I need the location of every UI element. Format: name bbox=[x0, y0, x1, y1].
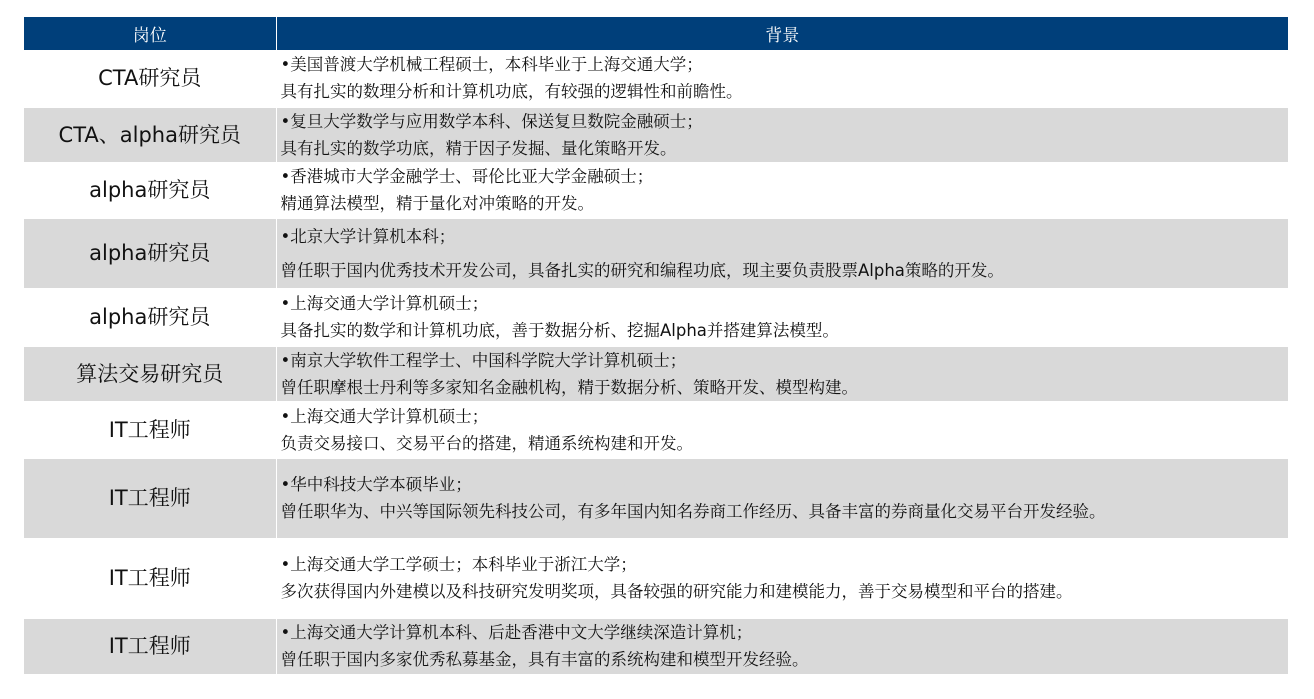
column-header-role: 岗位 bbox=[24, 17, 276, 50]
table-row bbox=[24, 538, 1288, 618]
role-cell: IT工程师 bbox=[24, 401, 276, 458]
background-line: •复旦大学数学与应用数学本科、保送复旦数院金融硕士； bbox=[280, 111, 703, 131]
background-line: •南京大学软件工程学士、中国科学院大学计算机硕士； bbox=[280, 350, 687, 370]
role-cell: IT工程师 bbox=[24, 618, 276, 674]
background-cell bbox=[276, 50, 1288, 107]
background-cell bbox=[276, 288, 1288, 346]
background-line: 具有扎实的数学功底，精于因子发掘、量化策略开发。 bbox=[280, 138, 677, 158]
background-line: 负责交易接口、交易平台的搭建，精通系统构建和开发。 bbox=[280, 433, 693, 453]
role-cell: 算法交易研究员 bbox=[24, 346, 276, 401]
role-cell: alpha研究员 bbox=[24, 218, 276, 288]
background-cell bbox=[276, 162, 1288, 218]
background-cell bbox=[276, 107, 1288, 162]
table-row bbox=[24, 618, 1288, 674]
background-line: •上海交通大学工学硕士；本科毕业于浙江大学； bbox=[280, 555, 637, 574]
table-row bbox=[24, 50, 1288, 107]
background-line: •上海交通大学计算机硕士； bbox=[280, 294, 489, 313]
background-cell bbox=[276, 401, 1288, 458]
background-cell bbox=[276, 458, 1288, 538]
table-header-row bbox=[24, 17, 1288, 50]
background-cell bbox=[276, 618, 1288, 674]
staff-table bbox=[24, 17, 1288, 675]
role-cell: CTA研究员 bbox=[24, 50, 276, 107]
background-line: 多次获得国内外建模以及科技研究发明奖项，具备较强的研究能力和建模能力，善于交易模型和平台的搭建。 bbox=[280, 582, 1073, 601]
table-row bbox=[24, 107, 1288, 162]
background-line: 曾任职于国内多家优秀私募基金，具有丰富的系统构建和模型开发经验。 bbox=[280, 650, 809, 669]
background-line: •美国普渡大学机械工程硕士，本科毕业于上海交通大学； bbox=[280, 55, 703, 75]
table-row bbox=[24, 288, 1288, 346]
background-cell bbox=[276, 218, 1288, 288]
role-cell: IT工程师 bbox=[24, 538, 276, 618]
background-line: 精通算法模型，精于量化对冲策略的开发。 bbox=[280, 194, 594, 213]
background-line: •上海交通大学计算机硕士； bbox=[280, 406, 489, 426]
table-row bbox=[24, 346, 1288, 401]
table-row bbox=[24, 458, 1288, 538]
background-line: 具有扎实的数理分析和计算机功底，有较强的逻辑性和前瞻性。 bbox=[280, 82, 743, 102]
background-line: 曾任职于国内优秀技术开发公司，具备扎实的研究和编程功底，现主要负责股票Alpha策略的开发。 bbox=[280, 260, 1004, 280]
column-header-background: 背景 bbox=[276, 17, 1288, 50]
table-row bbox=[24, 401, 1288, 458]
background-line: •北京大学计算机本科； bbox=[280, 226, 456, 246]
role-cell: alpha研究员 bbox=[24, 162, 276, 218]
table-row bbox=[24, 162, 1288, 218]
background-line: •上海交通大学计算机本科、后赴香港中文大学继续深造计算机； bbox=[280, 623, 753, 642]
background-line: 曾任职摩根士丹利等多家知名金融机构，精于数据分析、策略开发、模型构建。 bbox=[280, 377, 858, 397]
role-cell: CTA、alpha研究员 bbox=[24, 107, 276, 162]
background-line: •香港城市大学金融学士、哥伦比亚大学金融硕士； bbox=[280, 167, 654, 186]
background-cell bbox=[276, 538, 1288, 618]
background-line: 具备扎实的数学和计算机功底，善于数据分析、挖掘Alpha并搭建算法模型。 bbox=[280, 321, 839, 340]
role-cell: alpha研究员 bbox=[24, 288, 276, 346]
background-cell bbox=[276, 346, 1288, 401]
table-row bbox=[24, 218, 1288, 288]
background-line: 曾任职华为、中兴等国际领先科技公司，有多年国内知名券商工作经历、具备丰富的券商量化交易平台开发经验。 bbox=[280, 502, 1106, 521]
role-cell: IT工程师 bbox=[24, 458, 276, 538]
background-line: •华中科技大学本硕毕业； bbox=[280, 475, 472, 494]
